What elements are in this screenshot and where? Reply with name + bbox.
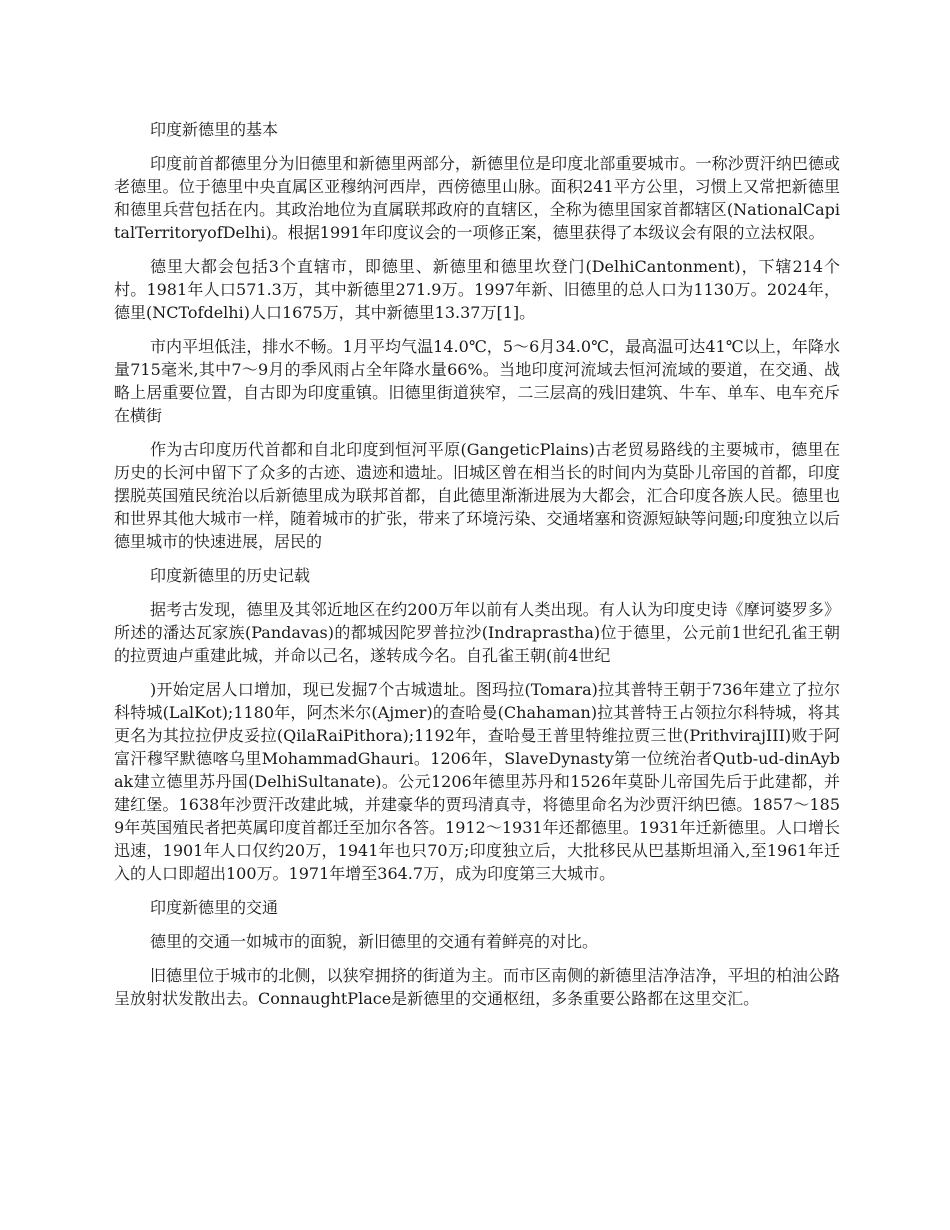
section-heading-history: 印度新德里的历史记载 <box>150 566 311 585</box>
paragraph-archaeology: 据考古发现，德里及其邻近地区在约200万年以前有人类出现。有人认为印度史诗《摩诃婆罗多》所述的潘达瓦家族(Pandavas)的都城因陀罗普拉沙(Indraprastha)位于德里，公元前1世纪孔雀王朝的拉贾迪卢重建此城，并命以己名，遂转成今名。自孔雀王朝(前4世纪 <box>114 600 840 665</box>
paragraph-transport-detail: 旧德里位于城市的北侧，以狭窄拥挤的街道为主。而市区南侧的新德里洁净洁净，平坦的柏油公路呈放射状发散出去。ConnaughtPlace是新德里的交通枢纽，多条重要公路都在这里交汇。 <box>114 966 840 1008</box>
paragraph-metropolis: 德里大都会包括3个直辖市，即德里、新德里和德里坎登门(DelhiCantonment)，下辖214个村。1981年人口571.3万，其中新德里271.9万。1997年新、旧德里的总人口为1130万。2024年，德里(NCTofdelhi)人口1675万，其中新德里13.37万[1]。 <box>114 257 840 322</box>
paragraph-transport-contrast: 德里的交通一如城市的面貌，新旧德里的交通有着鲜亮的对比。 <box>150 932 599 951</box>
paragraph-capital-history: 作为古印度历代首都和自北印度到恒河平原(GangeticPlains)古老贸易路线的主要城市，德里在历史的长河中留下了众多的古迹、遗迹和遗址。旧城区曾在相当长的时间内为莫卧儿帝国的首都，印度摆脱英国殖民统治以后新德里成为联邦首都，自此德里渐渐进展为大都会，汇合印度各族人民。德里也和世界其他大城市一样，随着城市的扩张，带来了环境污染、交通堵塞和资源短缺等问题;印度独立以后德里城市的快速进展，居民的 <box>114 440 840 551</box>
paragraph-ancient-cities: )开始定居人口增加，现已发掘7个古城遗址。图玛拉(Tomara)拉其普特王朝于736年建立了拉尔科特城(LalKot);1180年，阿杰米尔(Ajmer)的查哈曼(Chahaman)拉其普特王占领拉尔科特城，将其更名为其拉拉伊皮妥拉(QilaRaiPithora);1192年，查哈曼王普里特维拉贾三世(PrithvirajIII)败于阿富汗穆罕默德喀乌里MohammadGhauri。1206年，SlaveDynasty第一位统治者Qutb-ud-dinAybak建立德里苏丹国(DelhiSultanate)。公元1206年德里苏丹和1526年莫卧儿帝国先后于此建都，并建红堡。1638年沙贾汗改建此城，并建豪华的贾玛清真寺，将德里命名为沙贾汗纳巴德。1857～1859年英国殖民者把英属印度首都迁至加尔各答。1912～1931年还都德里。1931年迁新德里。人口增长迅速，1901年人口仅约20万，1941年也只70万;印度独立后，大批移民从巴基斯坦涌入,至1961年迁入的人口即超出100万。1971年增至364.7万，成为印度第三大城市。 <box>114 680 840 883</box>
paragraph-overview: 印度前首都德里分为旧德里和新德里两部分，新德里位是印度北部重要城市。一称沙贾汗纳巴德或老德里。位于德里中央直属区亚穆纳河西岸，西傍德里山脉。面积241平方公里，习惯上又常把新德里和德里兵营包括在内。其政治地位为直属联邦政府的直辖区，全称为德里国家首都辖区(NationalCapitalTerritoryofDelhi)。根据1991年印度议会的一项修正案，德里获得了本级议会有限的立法权限。 <box>114 154 840 242</box>
section-heading-basics: 印度新德里的基本 <box>150 120 279 139</box>
document-page <box>114 118 840 1021</box>
paragraph-climate: 市内平坦低洼，排水不畅。1月平均气温14.0℃，5～6月34.0℃，最高温可达41℃以上，年降水量715毫米,其中7～9月的季风雨占全年降水量66%。当地印度河流域去恒河流域的要道，在交通、战略上居重要位置，自古即为印度重镇。旧德里街道狭窄，二三层高的残旧建筑、牛车、单车、电车充斥在横街 <box>114 337 840 425</box>
section-heading-transport: 印度新德里的交通 <box>150 898 279 917</box>
